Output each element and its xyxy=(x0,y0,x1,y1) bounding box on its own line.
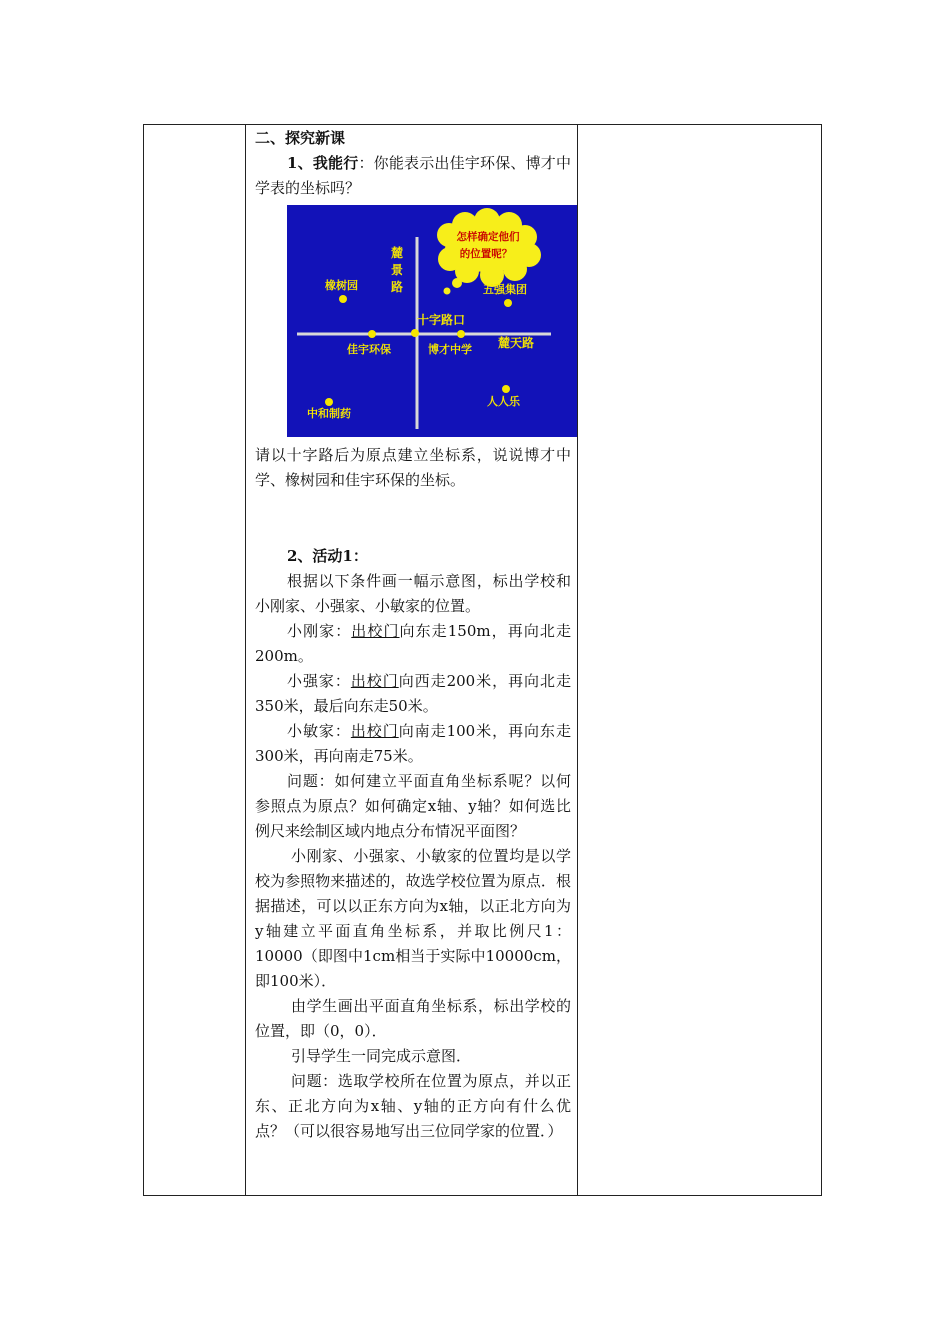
school-gate-underline: 出校门 xyxy=(350,672,399,690)
place-zhonghe-pharma: 中和制药 xyxy=(307,407,351,420)
item1-paragraph xyxy=(255,151,571,201)
question-1: 问题：如何建立平面直角坐标系呢？以何参照点为原点？如何确定x轴、y轴？如何选比例尺来绘制区域内地点分布情况平面图？ xyxy=(255,772,571,840)
xiaogang-home: 小刚家：出校门向东走150m，再向北走200m。 xyxy=(255,622,571,665)
place-wuqiang-group: 五强集团 xyxy=(483,283,527,296)
location-map xyxy=(287,205,577,437)
explanation: 小刚家、小强家、小敏家的位置均是以学校为参照物来描述的，故选学校位置为原点．根据描述，可以以正东方向为x轴，以正北方向为y轴建立平面直角坐标系，并取比例尺1：10000（即图中1cm相当于实际中10000cm，即100米）． xyxy=(255,847,571,990)
student-draw: 由学生画出平面直角坐标系，标出学校的位置，即（0，0）． xyxy=(255,997,571,1040)
map-question: 请以十字路后为原点建立坐标系，说说博才中学、橡树园和佳宇环保的坐标。 xyxy=(255,446,571,489)
road-vertical-char-3: 路 xyxy=(390,280,404,294)
school-gate-underline: 出校门 xyxy=(351,622,400,640)
point-oak-garden xyxy=(339,295,347,303)
point-crossroad xyxy=(411,329,419,337)
xiaomin-home: 小敏家：出校门向南走100米，再向东走300米，再向南走75米。 xyxy=(255,722,571,765)
road-horizontal-label: 麓天路 xyxy=(498,336,535,350)
school-gate-underline: 出校门 xyxy=(350,722,399,740)
place-renrenle: 人人乐 xyxy=(487,395,520,408)
road-vertical-char-2: 景 xyxy=(390,263,404,277)
point-zhonghe-pharma xyxy=(325,398,333,406)
cloud-text-line2: 的位置呢？ xyxy=(459,248,513,260)
question-2: 问题：选取学校所在位置为原点，并以正东、正北方向为x轴、y轴的正方向有什么优点？（可以很容易地写出三位同学家的位置．） xyxy=(255,1072,571,1140)
activity-intro: 根据以下条件画一幅示意图，标出学校和小刚家、小强家、小敏家的位置。 xyxy=(255,572,571,615)
xiaoqiang-home: 小强家：出校门向西走200米，再向北走350米，最后向东走50米。 xyxy=(255,672,571,715)
point-jiayu-env xyxy=(368,330,376,338)
place-bocai-school: 博才中学 xyxy=(428,343,472,356)
item1-text: ：你能表示出佳宇环保、博才中学表的坐标吗？ xyxy=(255,154,572,197)
point-bocai-school xyxy=(457,330,465,338)
point-renrenle xyxy=(502,385,510,393)
item1-label: 1、我能行 xyxy=(287,154,359,172)
crossroad-label: 十字路口 xyxy=(417,313,466,327)
section-heading: 二、探究新课 xyxy=(255,129,346,147)
road-vertical-char-1: 麓 xyxy=(390,246,404,260)
place-oak-garden: 橡树园 xyxy=(325,279,358,292)
place-jiayu-env: 佳宇环保 xyxy=(347,343,391,356)
column-divider-1 xyxy=(245,125,246,1195)
cloud-text-line1: 怎样确定他们 xyxy=(456,231,520,243)
lesson-content xyxy=(255,126,571,1144)
activity-title: 2、活动1： xyxy=(287,547,368,565)
point-wuqiang-group xyxy=(504,299,512,307)
column-divider-2 xyxy=(577,125,578,1195)
guide-text: 引导学生一同完成示意图． xyxy=(291,1047,472,1065)
